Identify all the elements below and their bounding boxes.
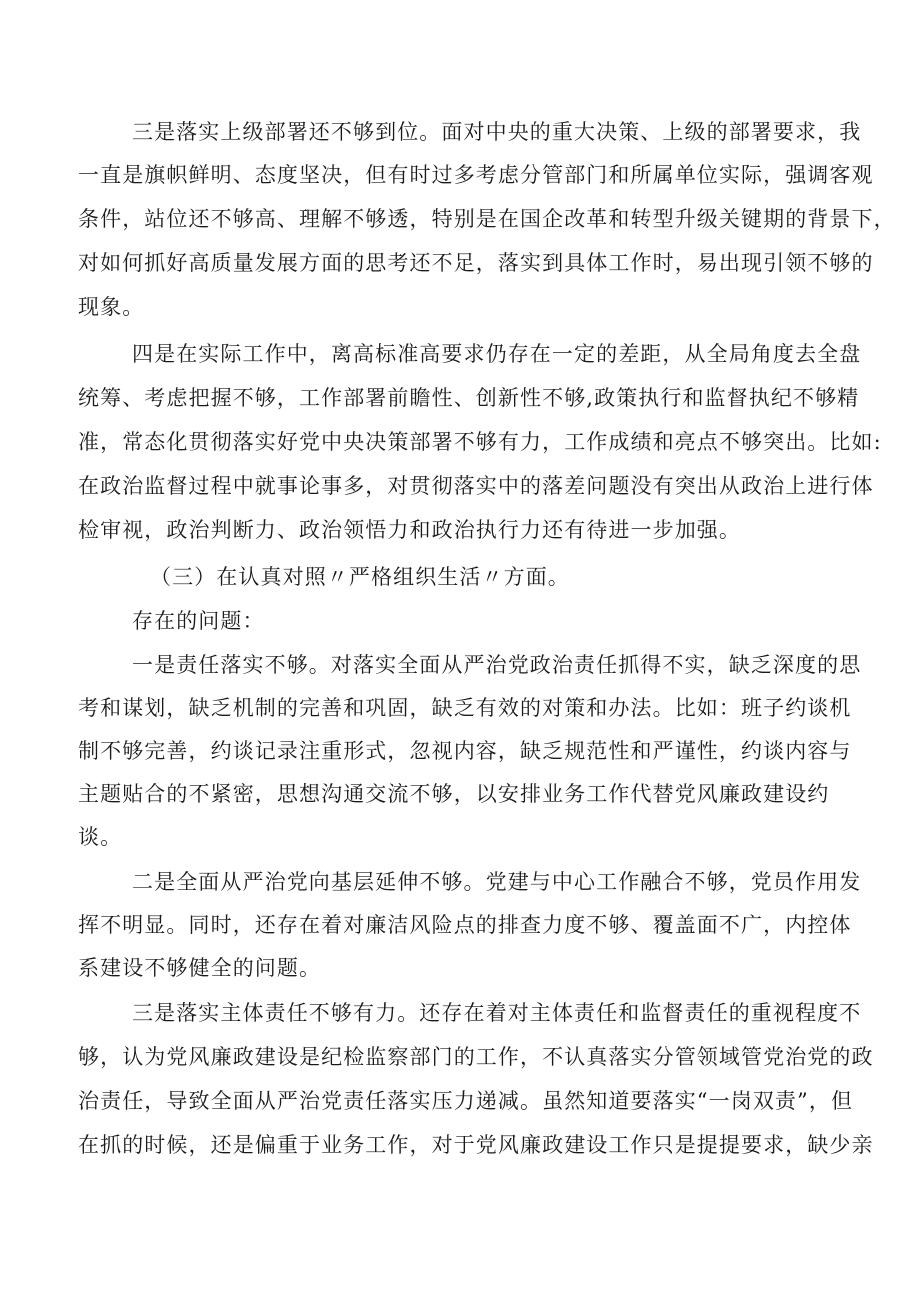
text-line: 治责任，导致全面从严治党责任落实压力递减。虽然知道要落实“一岗双责”，但 (78, 1089, 854, 1113)
text-line: 现象。 (78, 295, 145, 319)
section-heading: （三）在认真对照〃严格组织生活〃方面。 (150, 565, 570, 589)
text-line: 挥不明显。同时，还存在着对廉洁风险点的排查力度不够、覆盖面不广，内控体 (78, 913, 852, 937)
text-line: 对如何抓好高质量发展方面的思考还不足，落实到具体工作时，易出现引领不够的 (78, 251, 874, 275)
text-line: 制不够完善，约谈记录注重形式，忽视内容，缺乏规范性和严谨性，约谈内容与 (78, 739, 852, 763)
text-line: 够，认为党风廉政建设是纪检监察部门的工作，不认真落实分管领域管党治党的政 (78, 1045, 874, 1069)
text-line: 一是责任落实不够。对落实全面从严治党政治责任抓得不实，缺乏深度的思 (132, 653, 862, 677)
text-line: 二是全面从严治党向基层延伸不够。党建与中心工作融合不够，党员作用发 (132, 870, 862, 894)
text-line: 检审视，政治判断力、政治领悟力和政治执行力还有待进一步加强。 (78, 518, 741, 542)
text-line: 在政治监督过程中就事论事多，对贯彻落实中的落差问题没有突出从政治上进行体 (78, 474, 874, 498)
text-line: 统筹、考虑把握不够，工作部署前瞻性、创新性不够,政策执行和监督执纪不够精 (78, 386, 860, 410)
text-line: 系建设不够健全的问题。 (78, 956, 322, 980)
text-line: 三是落实主体责任不够有力。还存在着对主体责任和监督责任的重视程度不 (132, 1001, 862, 1025)
text-line: 准，常态化贯彻落实好党中央决策部署不够有力，工作成绩和亮点不够突出。比如: (78, 430, 882, 454)
text-line: 考和谋划，缺乏机制的完善和巩固，缺乏有效的对策和办法。比如：班子约谈机 (78, 696, 852, 720)
text-line: 条件，站位还不够高、理解不够透，特别是在国企改革和转型升级关键期的背景下， (78, 207, 896, 231)
text-line: 主题贴合的不紧密，思想沟通交流不够，以安排业务工作代替党风廉政建设约 (78, 782, 830, 806)
text-line: 在抓的时候，还是偏重于业务工作，对于党风廉政建设工作只是提提要求，缺少亲 (78, 1133, 874, 1157)
text-line: 四是在实际工作中，离高标准高要求仍存在一定的差距，从全局角度去全盘 (132, 342, 862, 366)
label-text: 存在的问题： (132, 609, 265, 633)
text-line: 谈。 (78, 825, 123, 849)
text-line: 三是落实上级部署还不够到位。面对中央的重大决策、上级的部署要求，我 (132, 120, 862, 144)
text-line: 一直是旗帜鲜明、态度坚决，但有时过多考虑分管部门和所属单位实际，强调客观 (78, 163, 874, 187)
